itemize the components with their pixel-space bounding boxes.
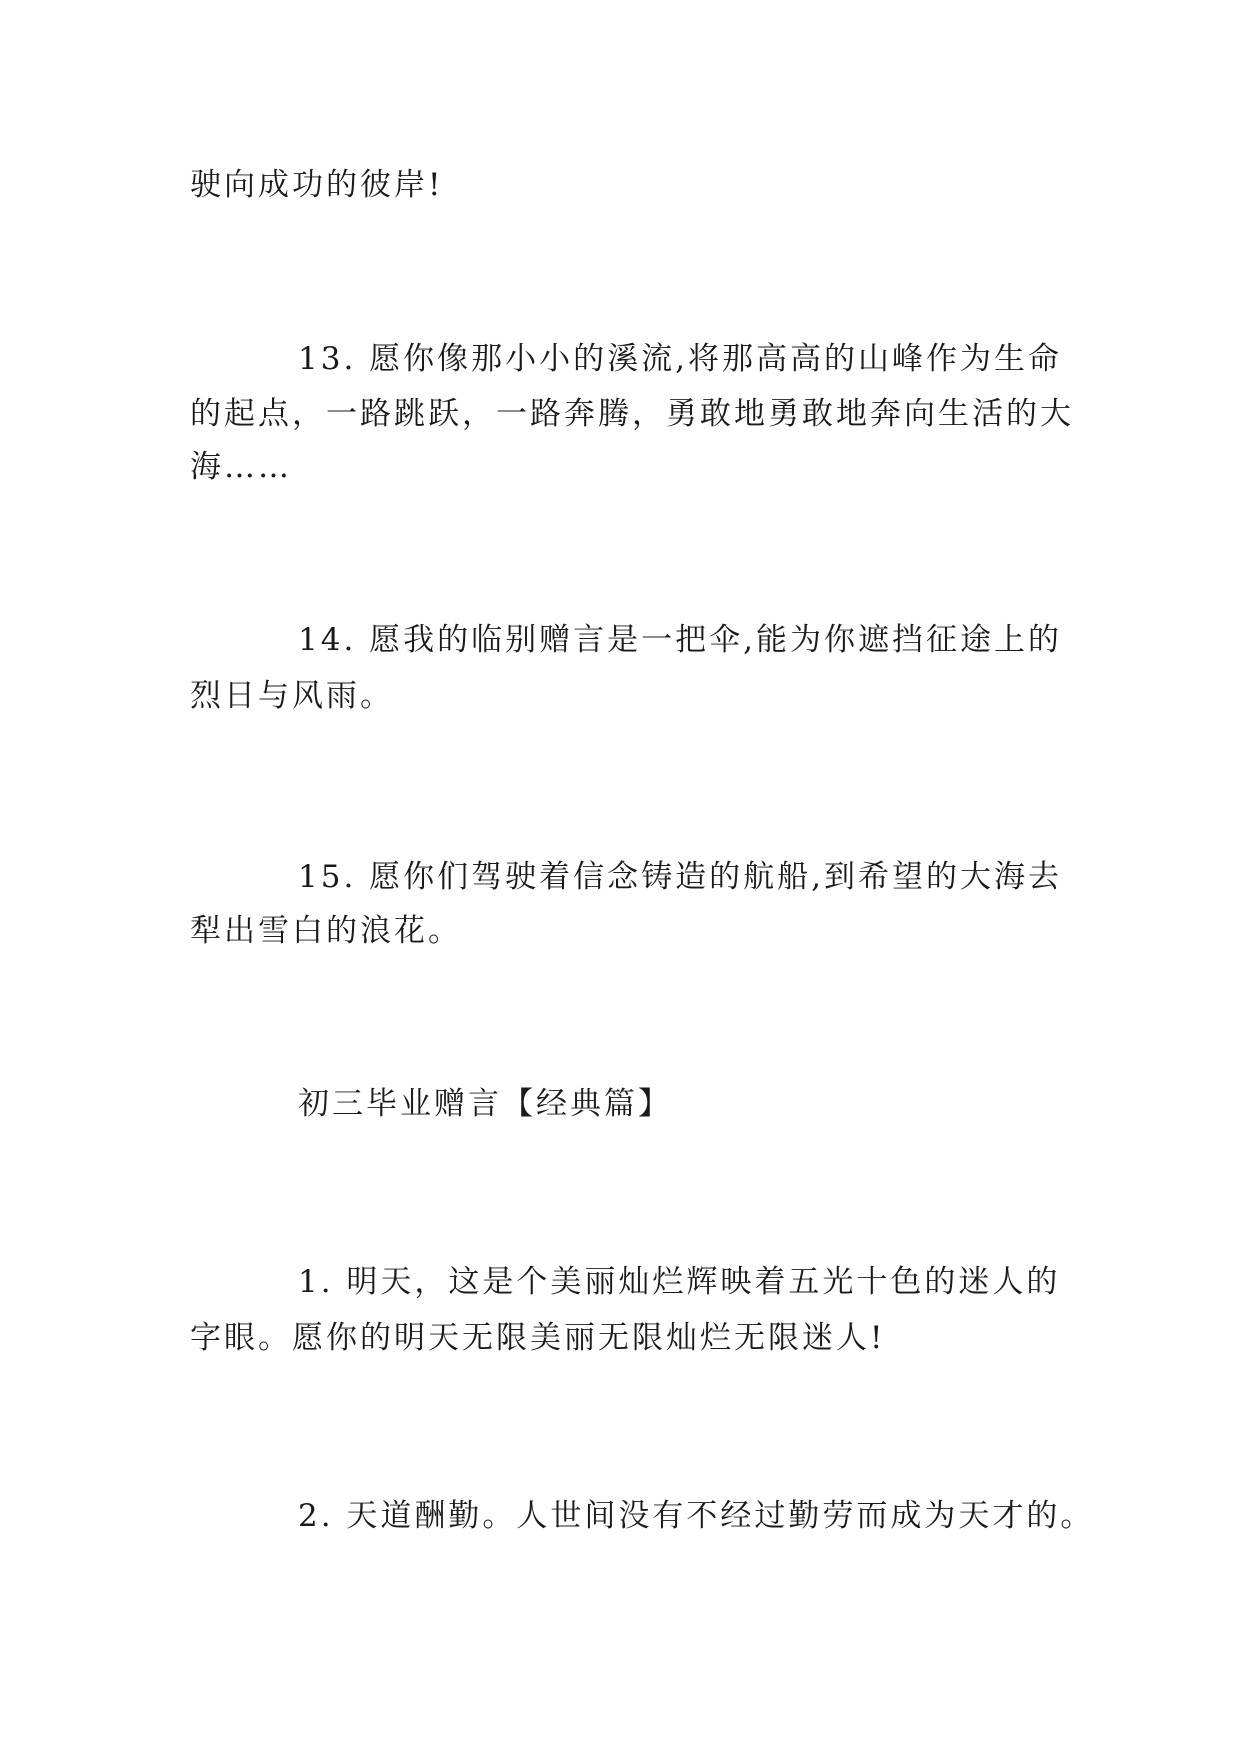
paragraph-14-line-1: 14. 愿我的临别赠言是一把伞,能为你遮挡征途上的 bbox=[298, 622, 1063, 658]
paragraph-12-continuation: 驶向成功的彼岸! bbox=[190, 167, 444, 203]
paragraph-13-line-3: 海…… bbox=[190, 449, 292, 485]
paragraph-15-line-1: 15. 愿你们驾驶着信念铸造的航船,到希望的大海去 bbox=[298, 859, 1063, 895]
paragraph-2-line-1: 2. 天道酬勤。人世间没有不经过勤劳而成为天才的。 bbox=[298, 1498, 1095, 1534]
paragraph-13-line-2: 的起点，一路跳跃，一路奔腾，勇敢地勇敢地奔向生活的大 bbox=[190, 396, 1074, 432]
paragraph-14-line-2: 烈日与风雨。 bbox=[190, 678, 394, 714]
paragraph-1-line-2: 字眼。愿你的明天无限美丽无限灿烂无限迷人! bbox=[190, 1320, 886, 1356]
section-heading: 初三毕业赠言【经典篇】 bbox=[298, 1086, 672, 1122]
paragraph-13-line-1: 13. 愿你像那小小的溪流,将那高高的山峰作为生命 bbox=[298, 341, 1063, 377]
paragraph-1-line-1: 1. 明天，这是个美丽灿烂辉映着五光十色的迷人的 bbox=[298, 1264, 1061, 1300]
paragraph-15-line-2: 犁出雪白的浪花。 bbox=[190, 913, 462, 949]
